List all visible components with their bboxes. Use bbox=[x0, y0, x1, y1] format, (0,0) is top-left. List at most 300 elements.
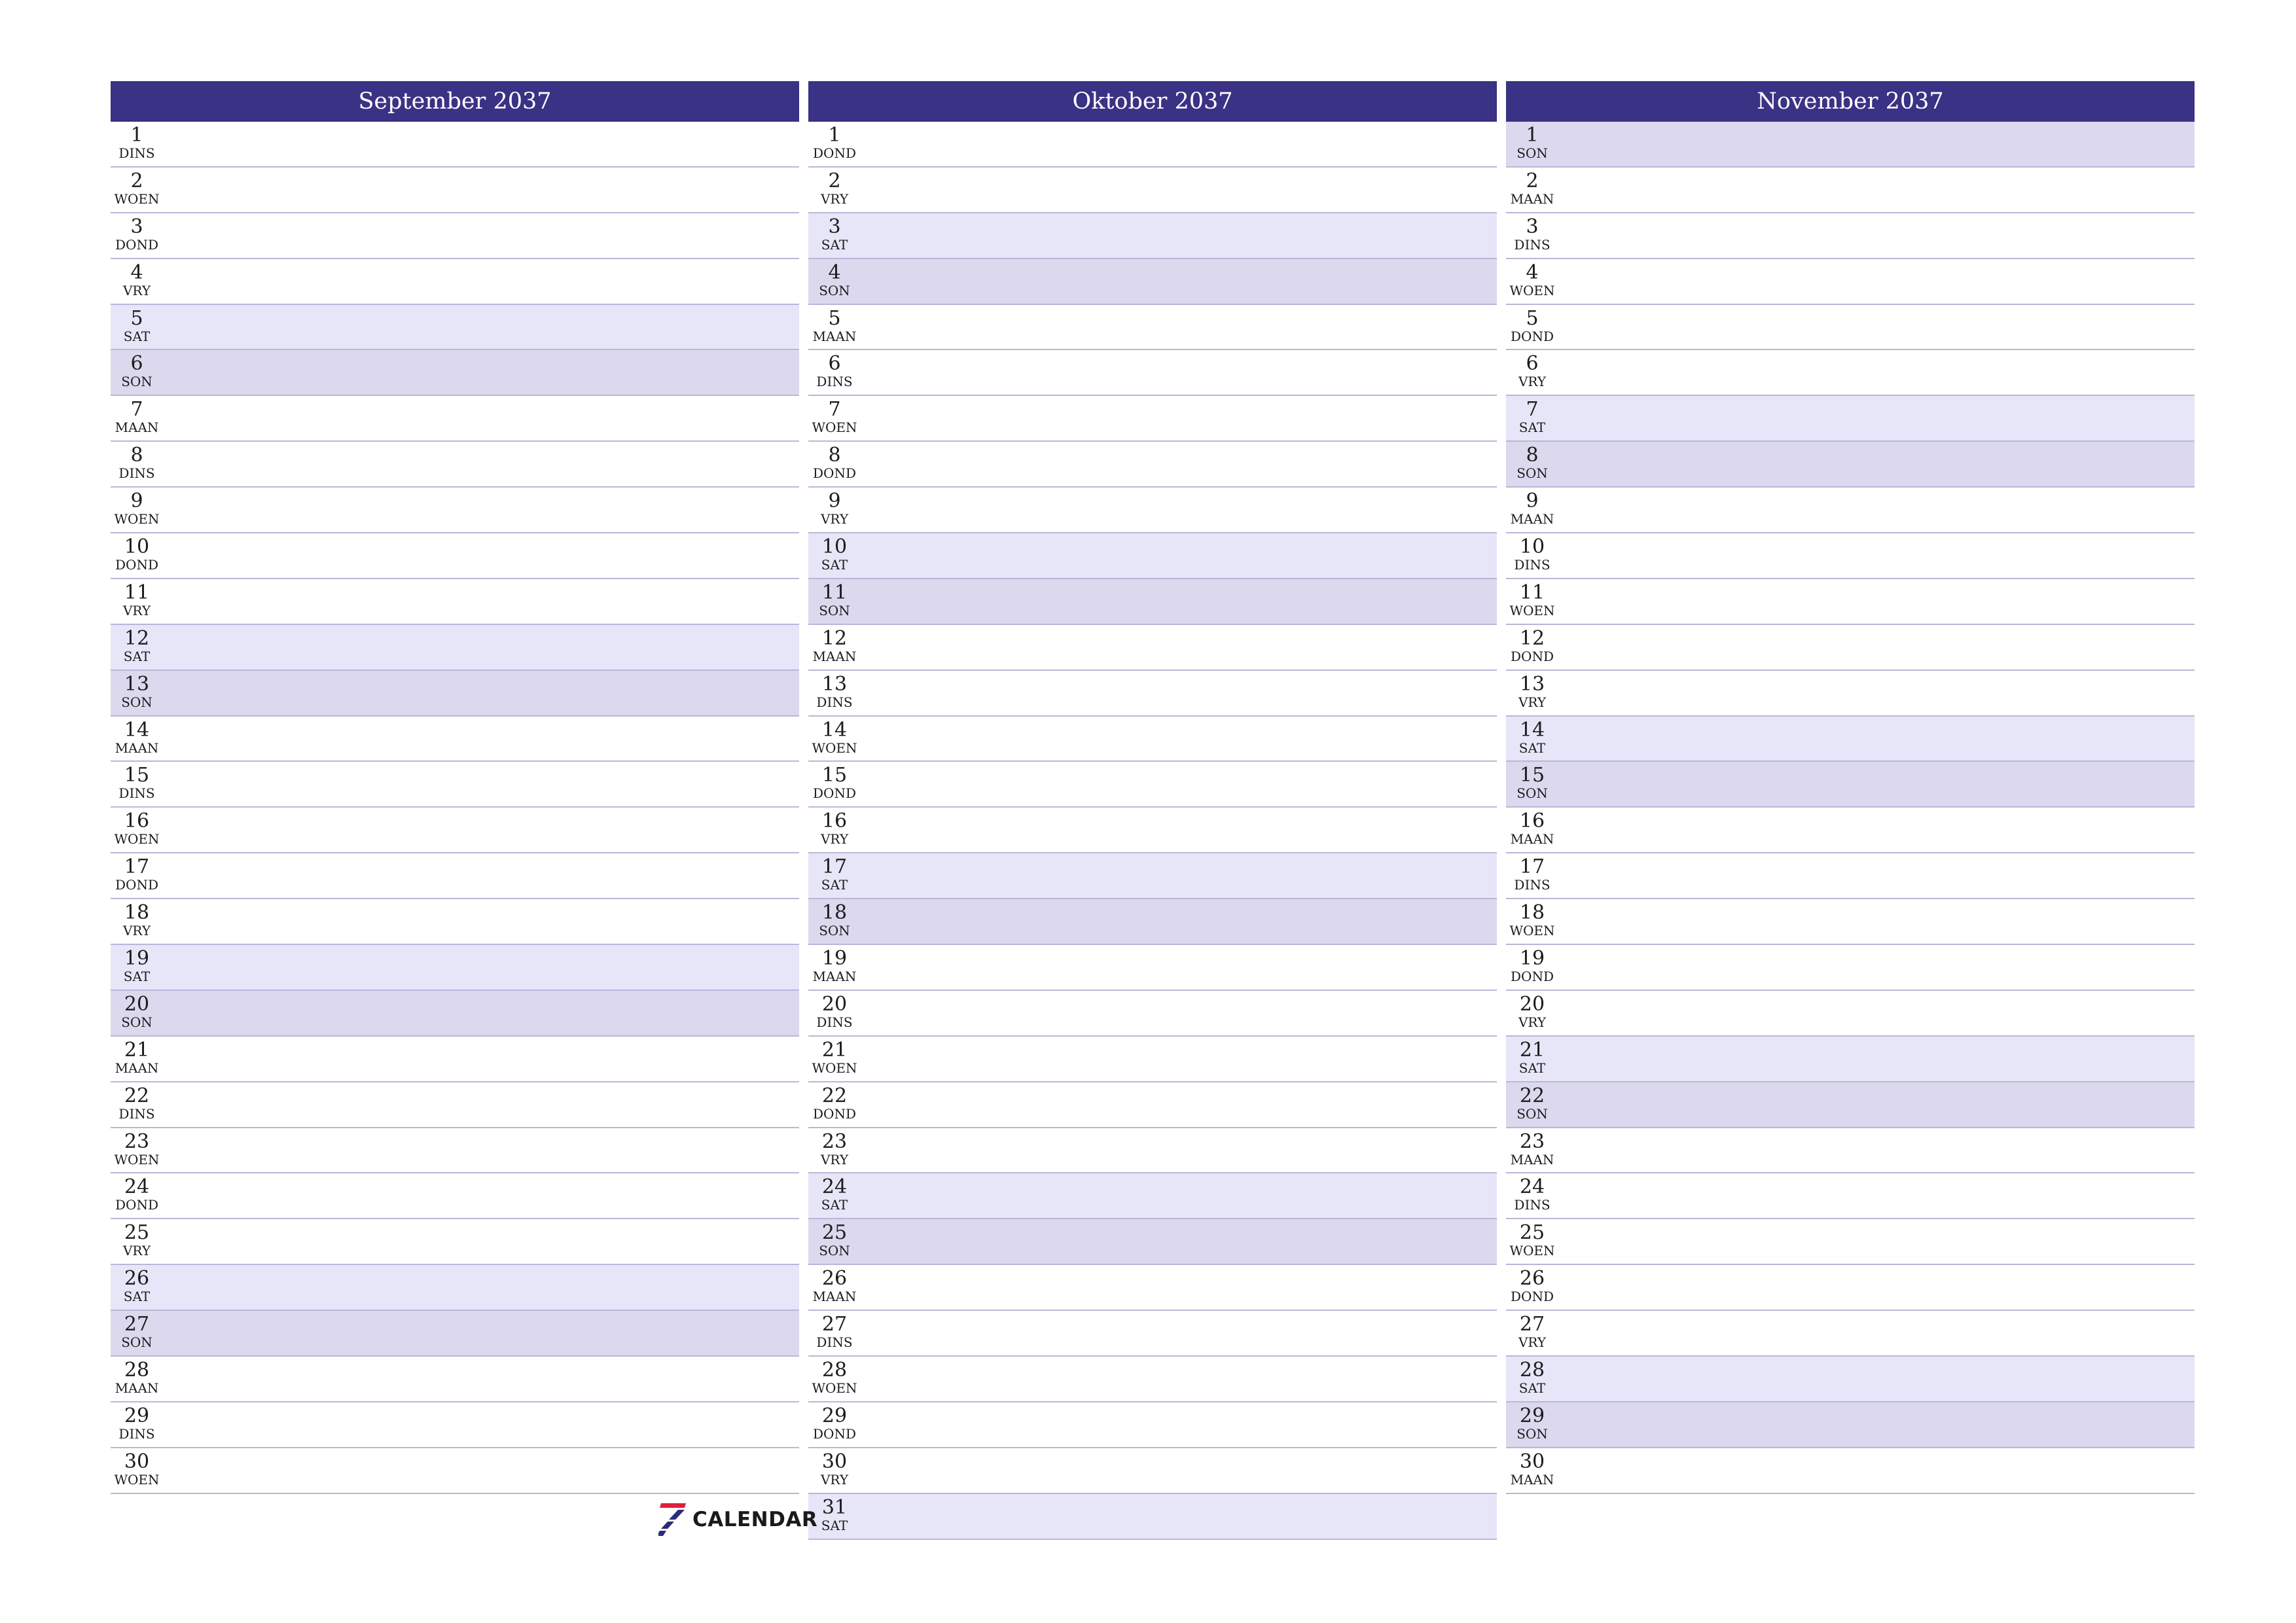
day-number: 2 bbox=[130, 169, 143, 192]
day-name: SAT bbox=[821, 877, 848, 893]
day-label bbox=[111, 671, 163, 709]
day-label bbox=[1506, 991, 1558, 1029]
day-number: 26 bbox=[1519, 1267, 1545, 1291]
day-number: 27 bbox=[821, 1313, 848, 1336]
day-number: 21 bbox=[1519, 1038, 1545, 1061]
day-label bbox=[1506, 1265, 1558, 1304]
day-name: SAT bbox=[1518, 740, 1546, 756]
day-row bbox=[808, 1037, 1497, 1082]
day-number: 13 bbox=[821, 672, 848, 696]
day-label bbox=[111, 533, 163, 572]
day-name: VRY bbox=[122, 1243, 151, 1259]
day-label bbox=[1506, 579, 1558, 618]
day-number: 20 bbox=[124, 992, 150, 1016]
day-label bbox=[111, 808, 163, 846]
day-label bbox=[111, 945, 163, 984]
day-label bbox=[111, 1082, 163, 1121]
day-row bbox=[1506, 122, 2195, 168]
day-label bbox=[808, 533, 861, 572]
day-name: DINS bbox=[816, 1334, 853, 1351]
month-november bbox=[1506, 81, 2195, 1494]
day-row bbox=[1506, 396, 2195, 442]
day-row bbox=[808, 808, 1497, 853]
day-row bbox=[1506, 442, 2195, 488]
day-row bbox=[111, 1173, 799, 1219]
day-label bbox=[808, 945, 861, 984]
day-row bbox=[1506, 1357, 2195, 1402]
day-name: WOEN bbox=[114, 1151, 160, 1168]
day-label bbox=[1506, 1173, 1558, 1212]
day-label bbox=[111, 625, 163, 664]
day-name: DOND bbox=[115, 557, 158, 573]
day-row bbox=[111, 899, 799, 945]
day-number: 8 bbox=[1526, 444, 1539, 467]
day-label bbox=[1506, 350, 1558, 389]
day-name: SON bbox=[1516, 1425, 1548, 1442]
day-row bbox=[111, 1265, 799, 1311]
day-name: SAT bbox=[821, 236, 848, 253]
day-row bbox=[1506, 1448, 2195, 1494]
day-name: VRY bbox=[820, 1151, 849, 1168]
day-row bbox=[1506, 1311, 2195, 1357]
day-name: MAAN bbox=[115, 1380, 159, 1397]
day-name: SON bbox=[121, 1014, 152, 1030]
day-row bbox=[111, 488, 799, 533]
day-row bbox=[808, 1494, 1497, 1540]
day-row bbox=[111, 717, 799, 762]
day-label bbox=[111, 122, 163, 160]
day-name: VRY bbox=[1518, 1334, 1547, 1351]
day-number: 7 bbox=[828, 398, 841, 421]
day-name: MAAN bbox=[1510, 511, 1554, 527]
day-number: 18 bbox=[124, 901, 150, 925]
day-row bbox=[808, 1357, 1497, 1402]
day-label bbox=[808, 488, 861, 526]
day-label bbox=[1506, 396, 1558, 435]
day-name: MAAN bbox=[115, 1060, 159, 1076]
day-label bbox=[808, 1219, 861, 1258]
day-label bbox=[111, 350, 163, 389]
day-number: 16 bbox=[1519, 810, 1545, 833]
day-number: 7 bbox=[1526, 398, 1539, 421]
day-row bbox=[111, 762, 799, 808]
day-name: VRY bbox=[122, 282, 151, 298]
day-number: 1 bbox=[828, 124, 841, 147]
day-label bbox=[808, 442, 861, 480]
day-number: 21 bbox=[124, 1038, 150, 1061]
day-number: 15 bbox=[1519, 764, 1545, 787]
day-row bbox=[808, 945, 1497, 991]
day-number: 16 bbox=[124, 810, 150, 833]
day-row bbox=[1506, 1037, 2195, 1082]
day-name: DINS bbox=[118, 465, 155, 482]
day-name: DINS bbox=[816, 694, 853, 710]
day-number: 8 bbox=[828, 444, 841, 467]
day-number: 19 bbox=[1519, 947, 1545, 971]
day-row bbox=[1506, 1128, 2195, 1174]
day-name: SON bbox=[1516, 785, 1548, 802]
day-row bbox=[111, 533, 799, 579]
day-number: 4 bbox=[828, 260, 841, 284]
day-row bbox=[808, 853, 1497, 899]
day-number: 1 bbox=[130, 124, 143, 147]
day-label bbox=[111, 213, 163, 252]
day-row bbox=[111, 853, 799, 899]
day-number: 22 bbox=[1519, 1084, 1545, 1107]
day-number: 28 bbox=[821, 1359, 848, 1382]
day-name: WOEN bbox=[114, 1471, 160, 1488]
day-row bbox=[1506, 899, 2195, 945]
day-label bbox=[808, 1402, 861, 1441]
day-label bbox=[1506, 168, 1558, 206]
day-number: 3 bbox=[130, 215, 143, 238]
day-row bbox=[1506, 717, 2195, 762]
day-row bbox=[808, 305, 1497, 351]
day-number: 24 bbox=[124, 1175, 150, 1199]
day-number: 12 bbox=[124, 626, 150, 650]
day-label bbox=[808, 396, 861, 435]
day-number: 29 bbox=[821, 1404, 848, 1427]
day-row bbox=[808, 533, 1497, 579]
day-name: DINS bbox=[816, 1014, 853, 1030]
day-name: VRY bbox=[1518, 374, 1547, 390]
day-name: SAT bbox=[123, 969, 151, 985]
day-label bbox=[808, 213, 861, 252]
day-name: DINS bbox=[118, 785, 155, 802]
day-row bbox=[111, 1037, 799, 1082]
day-number: 17 bbox=[821, 855, 848, 879]
month-title: Oktober 2037 bbox=[808, 81, 1497, 122]
day-name: SAT bbox=[1518, 1060, 1546, 1076]
day-number: 20 bbox=[821, 992, 848, 1016]
day-row bbox=[1506, 853, 2195, 899]
day-name: SAT bbox=[1518, 419, 1546, 436]
day-label bbox=[808, 1448, 861, 1487]
day-number: 30 bbox=[124, 1450, 150, 1473]
day-name: VRY bbox=[122, 923, 151, 939]
day-row bbox=[808, 168, 1497, 213]
day-label bbox=[1506, 259, 1558, 298]
day-name: MAAN bbox=[115, 419, 159, 436]
day-number: 25 bbox=[124, 1221, 150, 1245]
day-number: 14 bbox=[1519, 718, 1545, 741]
day-name: DOND bbox=[813, 1105, 856, 1122]
day-name: WOEN bbox=[1509, 602, 1555, 618]
day-row bbox=[111, 808, 799, 853]
day-name: DOND bbox=[115, 877, 158, 893]
day-row bbox=[808, 396, 1497, 442]
day-name: MAAN bbox=[115, 740, 159, 756]
day-number: 27 bbox=[1519, 1313, 1545, 1336]
day-row bbox=[1506, 991, 2195, 1037]
day-label bbox=[1506, 717, 1558, 755]
day-row bbox=[808, 1402, 1497, 1448]
day-number: 28 bbox=[1519, 1359, 1545, 1382]
day-label bbox=[808, 168, 861, 206]
day-number: 18 bbox=[1519, 901, 1545, 925]
day-number: 28 bbox=[124, 1359, 150, 1382]
day-name: SON bbox=[1516, 145, 1548, 161]
day-name: SAT bbox=[123, 1289, 151, 1305]
day-row bbox=[1506, 1265, 2195, 1311]
day-number: 13 bbox=[1519, 672, 1545, 696]
day-number: 5 bbox=[130, 306, 143, 330]
day-number: 23 bbox=[1519, 1130, 1545, 1153]
day-name: DINS bbox=[816, 374, 853, 390]
day-label bbox=[808, 899, 861, 938]
day-label bbox=[808, 1037, 861, 1075]
day-number: 24 bbox=[1519, 1175, 1545, 1199]
day-number: 21 bbox=[821, 1038, 848, 1061]
day-row bbox=[1506, 1402, 2195, 1448]
day-number: 24 bbox=[821, 1175, 848, 1199]
day-number: 11 bbox=[1519, 580, 1545, 604]
day-name: WOEN bbox=[812, 1380, 857, 1397]
day-label bbox=[808, 1128, 861, 1167]
day-name: DOND bbox=[1511, 648, 1554, 664]
day-row bbox=[1506, 579, 2195, 625]
day-row bbox=[111, 1082, 799, 1128]
day-name: WOEN bbox=[1509, 1243, 1555, 1259]
day-row bbox=[1506, 945, 2195, 991]
day-number: 9 bbox=[828, 490, 841, 513]
day-row bbox=[1506, 625, 2195, 671]
day-label bbox=[808, 853, 861, 892]
day-label bbox=[111, 579, 163, 618]
day-row bbox=[808, 717, 1497, 762]
day-label bbox=[1506, 305, 1558, 344]
day-label bbox=[808, 671, 861, 709]
day-number: 9 bbox=[130, 490, 143, 513]
day-name: SAT bbox=[123, 328, 151, 344]
day-name: MAAN bbox=[812, 328, 857, 344]
day-row bbox=[111, 168, 799, 213]
day-name: VRY bbox=[820, 190, 849, 207]
day-name: SON bbox=[819, 923, 850, 939]
day-row bbox=[111, 122, 799, 168]
day-number: 9 bbox=[1526, 490, 1539, 513]
day-row bbox=[808, 991, 1497, 1037]
day-label bbox=[111, 168, 163, 206]
day-name: VRY bbox=[1518, 1014, 1547, 1030]
day-name: DOND bbox=[813, 465, 856, 482]
day-name: DINS bbox=[1514, 557, 1551, 573]
day-name: DOND bbox=[115, 236, 158, 253]
day-label bbox=[111, 305, 163, 344]
day-row bbox=[111, 442, 799, 488]
day-row bbox=[111, 259, 799, 305]
day-name: SAT bbox=[123, 648, 151, 664]
day-label bbox=[808, 1265, 861, 1304]
day-name: SON bbox=[121, 374, 152, 390]
day-label bbox=[1506, 122, 1558, 160]
day-number: 10 bbox=[124, 535, 150, 559]
day-label bbox=[111, 1311, 163, 1349]
day-name: DINS bbox=[118, 1425, 155, 1442]
day-number: 14 bbox=[124, 718, 150, 741]
day-label bbox=[808, 1173, 861, 1212]
day-number: 19 bbox=[124, 947, 150, 971]
day-number: 10 bbox=[821, 535, 848, 559]
logo-text: CALENDAR bbox=[692, 1508, 818, 1531]
day-number: 23 bbox=[821, 1130, 848, 1153]
day-name: SON bbox=[121, 1334, 152, 1351]
day-label bbox=[808, 717, 861, 755]
day-name: SON bbox=[819, 602, 850, 618]
day-name: VRY bbox=[122, 602, 151, 618]
day-row bbox=[1506, 488, 2195, 533]
day-row bbox=[808, 671, 1497, 717]
day-number: 5 bbox=[828, 306, 841, 330]
day-name: DOND bbox=[1511, 1289, 1554, 1305]
day-name: DINS bbox=[1514, 1197, 1551, 1213]
day-number: 25 bbox=[1519, 1221, 1545, 1245]
day-number: 11 bbox=[821, 580, 848, 604]
day-row bbox=[111, 671, 799, 717]
month-title: November 2037 bbox=[1506, 81, 2195, 122]
day-row bbox=[808, 1448, 1497, 1494]
day-name: SON bbox=[1516, 465, 1548, 482]
day-row bbox=[111, 305, 799, 351]
day-name: WOEN bbox=[1509, 282, 1555, 298]
day-label bbox=[808, 991, 861, 1029]
day-label bbox=[808, 625, 861, 664]
day-label bbox=[1506, 671, 1558, 709]
day-row bbox=[1506, 671, 2195, 717]
day-number: 4 bbox=[1526, 260, 1539, 284]
day-name: WOEN bbox=[812, 740, 857, 756]
day-name: MAAN bbox=[1510, 1151, 1554, 1168]
day-row bbox=[1506, 350, 2195, 396]
day-row bbox=[808, 1128, 1497, 1174]
day-row bbox=[111, 625, 799, 671]
day-number: 18 bbox=[821, 901, 848, 925]
day-label bbox=[808, 808, 861, 846]
day-label bbox=[111, 1265, 163, 1304]
day-name: WOEN bbox=[1509, 923, 1555, 939]
day-label bbox=[111, 991, 163, 1029]
day-list bbox=[1506, 122, 2195, 1494]
day-number: 2 bbox=[1526, 169, 1539, 192]
day-row bbox=[808, 579, 1497, 625]
month-september bbox=[111, 81, 799, 1494]
day-row bbox=[111, 213, 799, 259]
day-label bbox=[111, 853, 163, 892]
day-label bbox=[1506, 1037, 1558, 1075]
day-name: MAAN bbox=[1510, 190, 1554, 207]
brand-logo bbox=[658, 1501, 817, 1538]
day-list bbox=[808, 122, 1497, 1540]
day-row bbox=[808, 1173, 1497, 1219]
day-name: MAAN bbox=[1510, 1471, 1554, 1488]
day-row bbox=[1506, 1082, 2195, 1128]
day-row bbox=[808, 350, 1497, 396]
day-label bbox=[1506, 853, 1558, 892]
day-row bbox=[808, 122, 1497, 168]
day-label bbox=[1506, 945, 1558, 984]
day-number: 15 bbox=[821, 764, 848, 787]
day-row bbox=[111, 579, 799, 625]
day-name: DINS bbox=[118, 1105, 155, 1122]
day-number: 23 bbox=[124, 1130, 150, 1153]
day-name: MAAN bbox=[812, 648, 857, 664]
day-label bbox=[111, 396, 163, 435]
day-label bbox=[1506, 899, 1558, 938]
day-label bbox=[111, 717, 163, 755]
day-name: MAAN bbox=[812, 1289, 857, 1305]
day-number: 12 bbox=[1519, 626, 1545, 650]
day-number: 26 bbox=[821, 1267, 848, 1291]
day-number: 25 bbox=[821, 1221, 848, 1245]
day-number: 13 bbox=[124, 672, 150, 696]
day-label bbox=[1506, 625, 1558, 664]
day-label bbox=[111, 488, 163, 526]
day-number: 7 bbox=[130, 398, 143, 421]
day-row bbox=[808, 442, 1497, 488]
day-name: DOND bbox=[813, 145, 856, 161]
day-number: 14 bbox=[821, 718, 848, 741]
day-name: DOND bbox=[1511, 969, 1554, 985]
day-name: WOEN bbox=[812, 419, 857, 436]
day-name: SON bbox=[819, 282, 850, 298]
day-label bbox=[111, 1357, 163, 1395]
day-row bbox=[1506, 533, 2195, 579]
day-row bbox=[1506, 259, 2195, 305]
day-name: DOND bbox=[813, 785, 856, 802]
day-row bbox=[111, 1357, 799, 1402]
day-row bbox=[808, 213, 1497, 259]
day-row bbox=[1506, 1173, 2195, 1219]
day-label bbox=[111, 1219, 163, 1258]
day-number: 22 bbox=[124, 1084, 150, 1107]
day-row bbox=[111, 1128, 799, 1174]
day-number: 29 bbox=[1519, 1404, 1545, 1427]
day-label bbox=[111, 1448, 163, 1487]
day-row bbox=[808, 488, 1497, 533]
day-number: 15 bbox=[124, 764, 150, 787]
day-number: 6 bbox=[130, 352, 143, 376]
day-row bbox=[1506, 305, 2195, 351]
day-row bbox=[1506, 762, 2195, 808]
day-number: 8 bbox=[130, 444, 143, 467]
month-october bbox=[808, 81, 1497, 1540]
day-label bbox=[808, 1311, 861, 1349]
day-row bbox=[111, 1402, 799, 1448]
day-row bbox=[808, 625, 1497, 671]
day-label bbox=[1506, 533, 1558, 572]
day-number: 6 bbox=[828, 352, 841, 376]
day-number: 20 bbox=[1519, 992, 1545, 1016]
day-number: 19 bbox=[821, 947, 848, 971]
day-number: 29 bbox=[124, 1404, 150, 1427]
day-row bbox=[808, 259, 1497, 305]
day-label bbox=[111, 1173, 163, 1212]
day-row bbox=[111, 396, 799, 442]
day-label bbox=[808, 1082, 861, 1121]
day-row bbox=[111, 945, 799, 991]
day-row bbox=[808, 1082, 1497, 1128]
day-label bbox=[808, 579, 861, 618]
day-number: 30 bbox=[821, 1450, 848, 1473]
day-label bbox=[1506, 1128, 1558, 1167]
day-label bbox=[808, 305, 861, 344]
day-row bbox=[111, 1448, 799, 1494]
day-row bbox=[1506, 808, 2195, 853]
day-name: VRY bbox=[820, 831, 849, 847]
day-row bbox=[808, 1265, 1497, 1311]
day-name: SAT bbox=[1518, 1380, 1546, 1397]
day-number: 10 bbox=[1519, 535, 1545, 559]
